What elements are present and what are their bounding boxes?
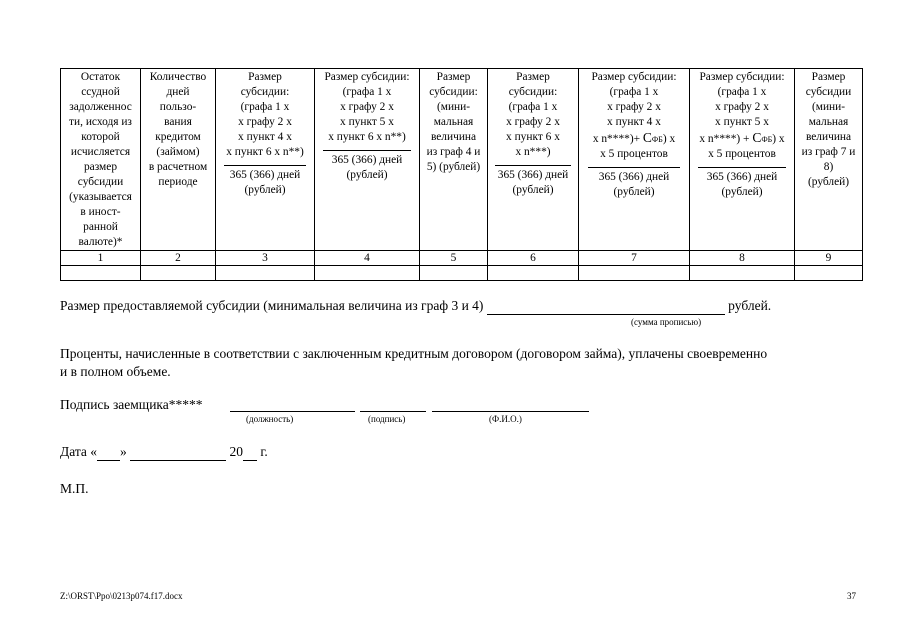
header-text-line: Размер субсидии:: [699, 71, 785, 83]
date-year: 20: [229, 444, 244, 459]
footer-file-path: Z:\ORST\Ppo\0213p074.f17.docx: [60, 591, 183, 601]
fraction-divider: [698, 167, 786, 168]
header-text-line: субсидии:: [508, 86, 558, 98]
fraction-divider: [323, 150, 411, 151]
header-text-line: (графа 1 x: [508, 101, 558, 113]
header-text-line: субсидии:: [429, 86, 478, 98]
column-number: 3: [216, 251, 315, 266]
header-col-9: [795, 69, 863, 251]
header-text-line: (рублей): [512, 184, 554, 196]
header-text-line: (мини-: [436, 101, 471, 113]
header-text-line: (рублей): [807, 176, 850, 188]
header-text-line: Размер: [516, 71, 550, 83]
header-text-line: Размер: [811, 71, 846, 83]
column-number: 5: [420, 251, 488, 266]
header-col-8: [690, 69, 795, 251]
month-blank[interactable]: [130, 444, 226, 461]
column-number: 8: [690, 251, 795, 266]
column-number: 1: [61, 251, 141, 266]
header-text-line: Размер: [248, 71, 282, 83]
header-text-line: x графу 2 x: [238, 116, 292, 128]
year-blank[interactable]: [243, 444, 257, 461]
borrower-signature-label: Подпись заемщика*****: [60, 397, 203, 412]
header-text-line: (рублей): [721, 186, 763, 198]
header-text-line: (графа 1 x: [240, 101, 290, 113]
header-text-line: (указывается: [69, 191, 132, 203]
header-text-line: размер: [83, 161, 118, 173]
header-text-line: мальная: [808, 116, 849, 128]
header-text-line: (рублей): [244, 184, 286, 196]
column-number: 6: [488, 251, 579, 266]
empty-cell[interactable]: [579, 266, 690, 281]
header-text-line: 365 (366) дней: [497, 169, 569, 181]
header-col-2: [141, 69, 216, 251]
empty-cell[interactable]: [61, 266, 141, 281]
subsidy-table: [60, 68, 863, 281]
header-col-6: [488, 69, 579, 251]
header-text-line: x пункт 5 x: [340, 116, 394, 128]
signature-caption: (подпись): [368, 414, 406, 424]
header-text-line: дней: [166, 86, 190, 98]
empty-data-row: [61, 266, 863, 281]
header-text-line: x 5 процентов: [600, 148, 668, 160]
position-caption: (должность): [246, 414, 294, 424]
fraction-divider: [224, 165, 307, 166]
header-text-line: ссудной: [81, 86, 120, 98]
header-text-line: субсидии: [805, 86, 852, 98]
header-text-line: (мини-: [811, 101, 846, 113]
header-text-line: исчисляется: [70, 146, 131, 158]
date-suffix: г.: [260, 444, 268, 459]
header-text-line: (графа 1 x: [342, 86, 392, 98]
header-text-line: x графу 2 x: [607, 101, 661, 113]
header-text-line: Размер субсидии:: [591, 71, 677, 83]
formula-line: x n****)+ CФБ) x: [592, 130, 676, 145]
signature-blank[interactable]: [360, 398, 426, 412]
empty-cell[interactable]: [420, 266, 488, 281]
header-text-line: x пункт 6 x: [506, 131, 560, 143]
rubles-suffix: рублей.: [728, 298, 772, 313]
empty-cell[interactable]: [141, 266, 216, 281]
header-text-line: x пункт 4 x: [607, 116, 661, 128]
header-col-5: [420, 69, 488, 251]
header-text-line: периоде: [158, 176, 198, 188]
header-text-line: валюте)*: [78, 236, 123, 248]
header-col-3: [216, 69, 315, 251]
column-number-row: [61, 251, 863, 266]
header-text-line: задолженнос: [69, 101, 132, 113]
header-text-line: (графа 1 x: [609, 86, 659, 98]
column-number: 9: [795, 251, 863, 266]
empty-cell[interactable]: [216, 266, 315, 281]
header-text-line: (графа 1 x: [717, 86, 767, 98]
column-number: 7: [579, 251, 690, 266]
header-text-line: 8): [823, 161, 834, 173]
header-text-line: (рублей): [346, 169, 388, 181]
header-text-line: 5) (рублей): [426, 161, 481, 173]
interest-line-2: и в полном объеме.: [60, 364, 171, 379]
subsidy-amount-label: Размер предоставляемой субсидии (минимальная величина из граф 3 и 4): [60, 298, 484, 313]
header-col-4: [315, 69, 420, 251]
header-text-line: из граф 4 и: [426, 146, 481, 158]
header-text-line: x n***): [515, 146, 551, 158]
header-text-line: x пункт 6 x n**): [226, 146, 304, 158]
header-text-line: субсидии: [77, 176, 124, 188]
table-header-row: [61, 69, 863, 251]
header-text-line: x 5 процентов: [708, 148, 776, 160]
formula-line: x n****) + CФБ) x: [699, 130, 785, 145]
header-text-line: кредитом: [155, 131, 201, 143]
date-mid: »: [120, 444, 127, 459]
header-text-line: Остаток: [80, 71, 121, 83]
interest-line-1: Проценты, начисленные в соответствии с заключенным кредитным договором (договором займа), уплачены своевременно: [60, 346, 768, 361]
header-text-line: величина: [805, 131, 852, 143]
empty-cell[interactable]: [690, 266, 795, 281]
header-text-line: 365 (366) дней: [706, 171, 778, 183]
column-number: 4: [315, 251, 420, 266]
subsidy-amount-line: [60, 298, 771, 315]
header-text-line: пользо-: [159, 101, 197, 113]
header-text-line: величина: [430, 131, 477, 143]
header-col-1: [61, 69, 141, 251]
header-text-line: x пункт 6 x n**): [328, 131, 406, 143]
header-text-line: x графу 2 x: [340, 101, 394, 113]
fraction-divider: [588, 167, 681, 168]
empty-cell[interactable]: [315, 266, 420, 281]
header-text-line: (рублей): [613, 186, 655, 198]
header-col-7: [579, 69, 690, 251]
date-prefix: Дата «: [60, 444, 98, 459]
date-line: [60, 444, 268, 461]
header-text-line: в расчетном: [148, 161, 208, 173]
empty-cell[interactable]: [795, 266, 863, 281]
page-number: 37: [847, 591, 856, 601]
empty-cell[interactable]: [488, 266, 579, 281]
header-text-line: которой: [81, 131, 120, 143]
subsidy-amount-blank[interactable]: [487, 298, 725, 315]
header-text-line: ранной: [83, 221, 118, 233]
header-text-line: x пункт 4 x: [238, 131, 292, 143]
header-text-line: Размер: [436, 71, 471, 83]
header-text-line: ти, исходя из: [69, 116, 132, 128]
header-text-line: в иност-: [80, 206, 121, 218]
day-blank[interactable]: [97, 444, 120, 461]
header-text-line: x графу 2 x: [715, 101, 769, 113]
header-text-line: из граф 7 и: [801, 146, 856, 158]
column-number: 2: [141, 251, 216, 266]
full-name-blank[interactable]: [432, 398, 589, 412]
header-text-line: Количество: [149, 71, 207, 83]
header-text-line: 365 (366) дней: [598, 171, 670, 183]
amount-in-words-caption: (сумма прописью): [631, 317, 702, 327]
header-text-line: вания: [164, 116, 192, 128]
full-name-caption: (Ф.И.О.): [489, 414, 522, 424]
header-text-line: x графу 2 x: [506, 116, 560, 128]
header-text-line: мальная: [433, 116, 474, 128]
header-text-line: Размер субсидии:: [324, 71, 410, 83]
header-text-line: 365 (366) дней: [331, 154, 403, 166]
header-text-line: 365 (366) дней: [229, 169, 301, 181]
stamp-place: М.П.: [60, 481, 89, 496]
fraction-divider: [495, 165, 571, 166]
position-blank[interactable]: [230, 398, 355, 412]
header-text-line: субсидии:: [240, 86, 290, 98]
header-text-line: x пункт 5 x: [715, 116, 769, 128]
header-text-line: (займом): [156, 146, 200, 158]
